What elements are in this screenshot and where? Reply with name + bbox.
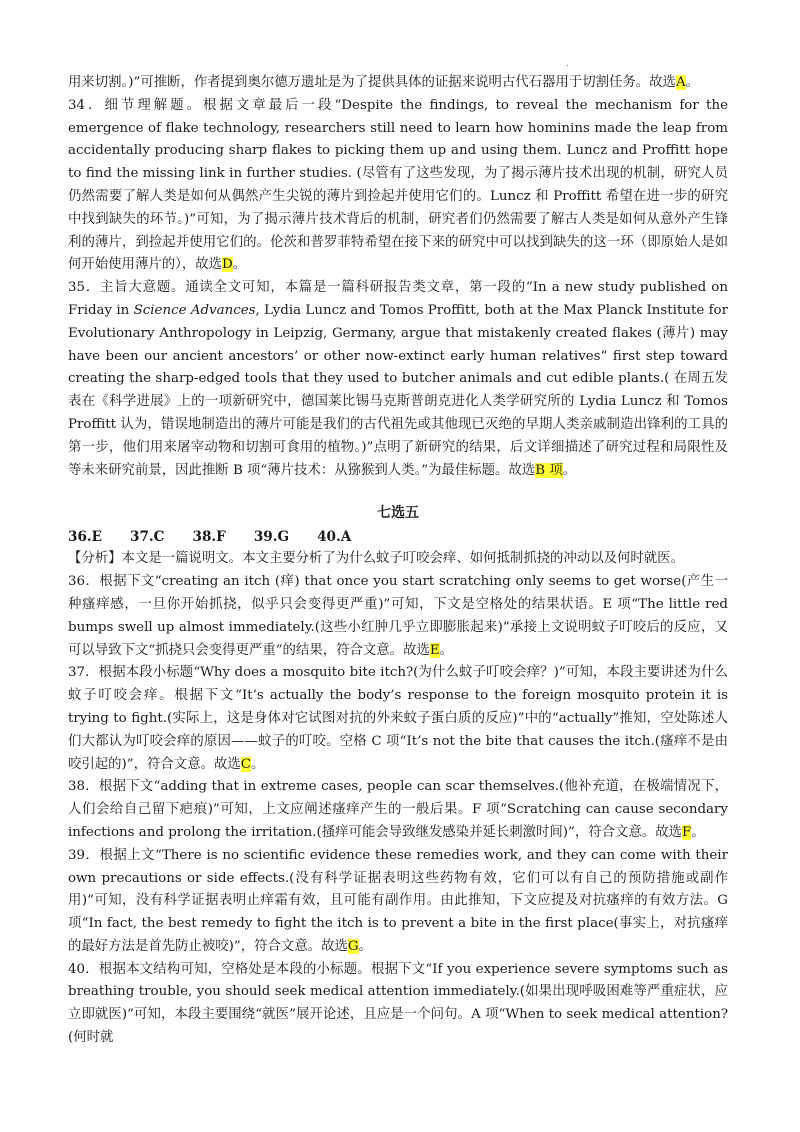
section-title: 七选五 [377, 505, 419, 522]
journal-name: Science Advances [133, 302, 256, 318]
q40-explanation: 40．根据本文结构可知，空格处是本段的小标题。根据下文“If you experience severe symptoms such as breathing trouble, you should seek medical attention immediately.(如果出现呼吸困难等严重症状，应立即就医)”可知，本段主要围绕“就医”展开论述，且应是一个问句。A 项“When to seek medical attention? (何时就 [68, 961, 728, 1046]
answer-key-item: 38.F [192, 529, 226, 546]
answer-highlight: B 项 [535, 462, 563, 478]
answer-highlight: E [429, 642, 440, 658]
q39-explanation: 39．根据上文“There is no scientific evidence these remedies work, and they can come with their own precautions or side effects.(没有科学证据表明这些药物有效，它们可以有自己的预防措施或副作用)”可知，没有科学证据表明止痒霜有效，且可能有副作用。由此推知，下文应提及对抗瘙痒的有效方法。G 项“In fact, the best remedy to fight the itch is to prevent a bite in the first place(事实上，对抗瘙痒的最好方法是首先防止被咬)”，符合文意。故选G。 [68, 847, 728, 954]
answer-key-item: 39.G [253, 529, 290, 546]
q38-explanation: 38．根据下文“adding that in extreme cases, people can scar themselves.(他补充道，在极端情况下，人们会给自己留下疤痕)”可知，上文应阐述瘙痒产生的一般后果。F 项“Scratching can cause secondary infections and prolong the irritation.(搔痒可能会导致继发感染并延长刺激时间)”，符合文意。故选F。 [68, 779, 728, 840]
answer-key-item: 37.C [130, 529, 165, 546]
q34-explanation: 34．细节理解题。根据文章最后一段“Despite the findings, to reveal the mechanism for the emergence of flake technology, researchers still need to learn how hominins made the leap from accidentally producing sharp flakes to picking them up and using them. Luncz and Proffitt hope to find the missing link in further studies. (尽管有了这些发现，为了揭示薄片技术出现的机制，研究人员仍然需要了解人类是如何从偶然产生尖锐的薄片到捡起并使用它们的。Luncz 和 Proffitt 希望在进一步的研究中找到缺失的环节。)”可知，为了揭示薄片技术背后的机制，研究者们仍然需要了解古人类是如何从意外产生锋利的薄片，到捡起并使用它们的。伦茨和普罗菲特希望在接下来的研究中可以找到缺失的这一环（即原始人是如何开始使用薄片的），故选D。 [68, 97, 728, 273]
answer-highlight: G [347, 938, 359, 954]
q33-explanation-tail: 用来切割。)”可推断，作者提到奥尔德万遗址是为了提供具体的证据来说明古代石器用于切割任务。故选A。 [68, 75, 700, 90]
q35-explanation: 35．主旨大意题。通读全文可知，本篇是一篇科研报告类文章，第一段的“In a new study published on Friday in Science Advances, Lydia Luncz and Tomos Proffitt, both at the Max Planck Institute for Evolutionary Anthropology in Leipzig, Germany, argue that mistakenly created flakes (薄片) may have been our ancient ancestors’ or other now-extinct early human relatives“ first step toward creating the sharp-edged tools that they used to butcher animals and cut edible plants.( 在周五发表在《科学进展》上的一项新研究中，德国莱比锡马克斯普朗克进化人类学研究所的 Lydia Luncz 和 Tomos Proffitt 认为，错误地制造出的薄片可能是我们的古代祖先或其他现已灭绝的早期人类亲戚制造出锋利的工具的第一步，他们用来屠宰动物和切割可食用的植物。)”点明了新研究的结果，后文详细描述了研究过程和局限性及等未来研究前景，因此推断 B 项“薄片技术：从猕猴到人类。”为最佳标题。故选B 项。 [68, 280, 728, 478]
answer-highlight: D [222, 257, 233, 273]
answer-highlight: C [240, 756, 252, 772]
passage-analysis: 【分析】本文是一篇说明文。本文主要分析了为什么蚊子叮咬会痒、如何抵制抓挠的冲动以及何时就医。 [68, 551, 684, 567]
answer-highlight: A [675, 75, 686, 90]
q37-explanation: 37．根据本段小标题“Why does a mosquito bite itch?(为什么蚊子叮咬会痒？)”可知，本段主要讲述为什么蚊子叮咬会痒。根据下文“It’s actually the body’s response to the foreign mosquito protein it is trying to fight.(实际上，这是身体对它试图对抗的外来蚊子蛋白质的反应)”中的“actually”推知，空处陈述人们大都认为叮咬会痒的原因——蚊子的叮咬。空格 C 项“It’s not the bite that causes the itch.(瘙痒不是由咬引起的)”，符合文意。故选C。 [68, 665, 728, 772]
page-mark: . [566, 58, 569, 69]
q36-explanation: 36．根据下文“creating an itch (痒) that once you start scratching only seems to get worse(产生一种瘙痒感，一旦你开始抓挠，似乎只会变得更严重)”可知，下文是空格处的结果状语。E 项“The little red bumps swell up almost immediately.(这些小红肿几乎立即膨胀起来)”承接上文说明蚊子叮咬后的反应，又可以导致下文“抓挠只会变得更严重”的结果，符合文意。故选E。 [68, 574, 728, 658]
answer-explanations [68, 72, 728, 1050]
answer-highlight: F [682, 824, 692, 840]
answer-key-item: 40.A [317, 529, 352, 546]
answer-key-item: 36.E [68, 529, 103, 546]
answer-key [68, 526, 728, 548]
